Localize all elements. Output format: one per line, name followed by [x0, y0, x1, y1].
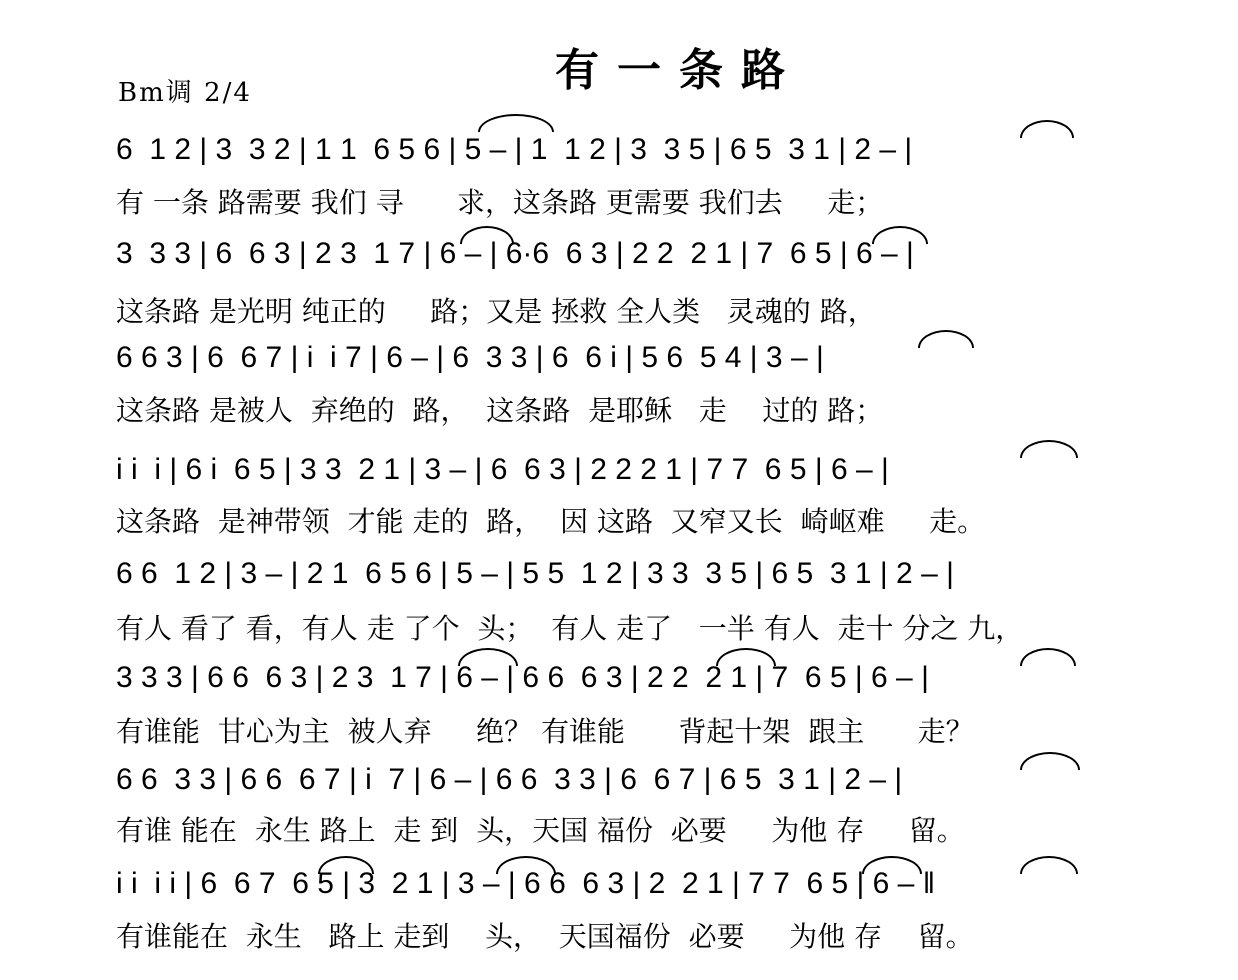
- lyrics-row: 有 一条 路需要 我们 寻 求，这条路 更需要 我们去 走；: [116, 186, 884, 219]
- key-signature: Bm调 2/4: [118, 78, 252, 108]
- lyrics-row: 有人 看了 看，有人 走 了个 头； 有人 走了 一半 有人 走十 分之 九，: [116, 612, 1024, 645]
- tie-arc: [1020, 120, 1074, 138]
- tie-arc: [1020, 856, 1078, 874]
- notes-row: i i i | 6 i 6 5 | 3 3 2 1 | 3 – | 6 6 3 | 2 2 2 1 | 7 7 6 5 | 6 – |: [116, 453, 889, 486]
- lyrics-row: 有谁能 甘心为主 被人弃 绝？ 有谁能 背起十架 跟主 走？: [116, 715, 974, 748]
- tie-arc: [1020, 440, 1078, 458]
- tie-arc: [1020, 648, 1076, 666]
- notes-row: i i i i | 6 6 7 6 5 | 3 2 1 | 3 – | 6 6 6 3 | 2 2 1 | 7 7 6 5 | 6 – ‖: [116, 867, 936, 900]
- lyrics-row: 这条路 是神带领 才能 走的 路， 因 这路 又窄又长 崎岖难 走。: [116, 505, 986, 538]
- tie-arc: [1020, 752, 1080, 770]
- tie-arc: [496, 856, 556, 874]
- lyrics-row: 有谁能在 永生 路上 走到 头， 天国福份 必要 为他 存 留。: [116, 920, 974, 953]
- notes-row: 3 3 3 | 6 6 3 | 2 3 1 7 | 6 – | 6·6 6 3 | 2 2 2 1 | 7 6 5 | 6 – |: [116, 237, 914, 270]
- notes-row: 6 1 2 | 3 3 2 | 1 1 6 5 6 | 5 – | 1 1 2 | 3 3 5 | 6 5 3 1 | 2 – |: [116, 133, 913, 166]
- tie-arc: [318, 856, 374, 874]
- tie-arc: [460, 226, 514, 244]
- tie-arc: [872, 226, 928, 244]
- tie-arc: [458, 648, 518, 666]
- notes-row: 6 6 3 | 6 6 7 | i i 7 | 6 – | 6 3 3 | 6 6 i | 5 6 5 4 | 3 – |: [116, 341, 824, 374]
- tie-arc: [478, 114, 554, 132]
- tie-arc: [862, 856, 922, 874]
- lyrics-row: 这条路 是被人 弃绝的 路， 这条路 是耶稣 走 过的 路；: [116, 394, 884, 427]
- notes-row: 6 6 1 2 | 3 – | 2 1 6 5 6 | 5 – | 5 5 1 2 | 3 3 3 5 | 6 5 3 1 | 2 – |: [116, 557, 954, 590]
- notes-row: 3 3 3 | 6 6 6 3 | 2 3 1 7 | 6 – | 6 6 6 3 | 2 2 2 1 | 7 6 5 | 6 – |: [116, 661, 929, 694]
- lyrics-row: 有谁 能在 永生 路上 走 到 头，天国 福份 必要 为他 存 留。: [116, 814, 965, 847]
- tie-arc: [918, 330, 974, 348]
- tie-arc: [716, 648, 776, 666]
- song-title: 有一条路: [555, 45, 803, 96]
- lyrics-row: 这条路 是光明 纯正的 路；又是 拯救 全人类 灵魂的 路，: [116, 295, 876, 328]
- notes-row: 6 6 3 3 | 6 6 6 7 | i 7 | 6 – | 6 6 3 3 | 6 6 7 | 6 5 3 1 | 2 – |: [116, 763, 903, 796]
